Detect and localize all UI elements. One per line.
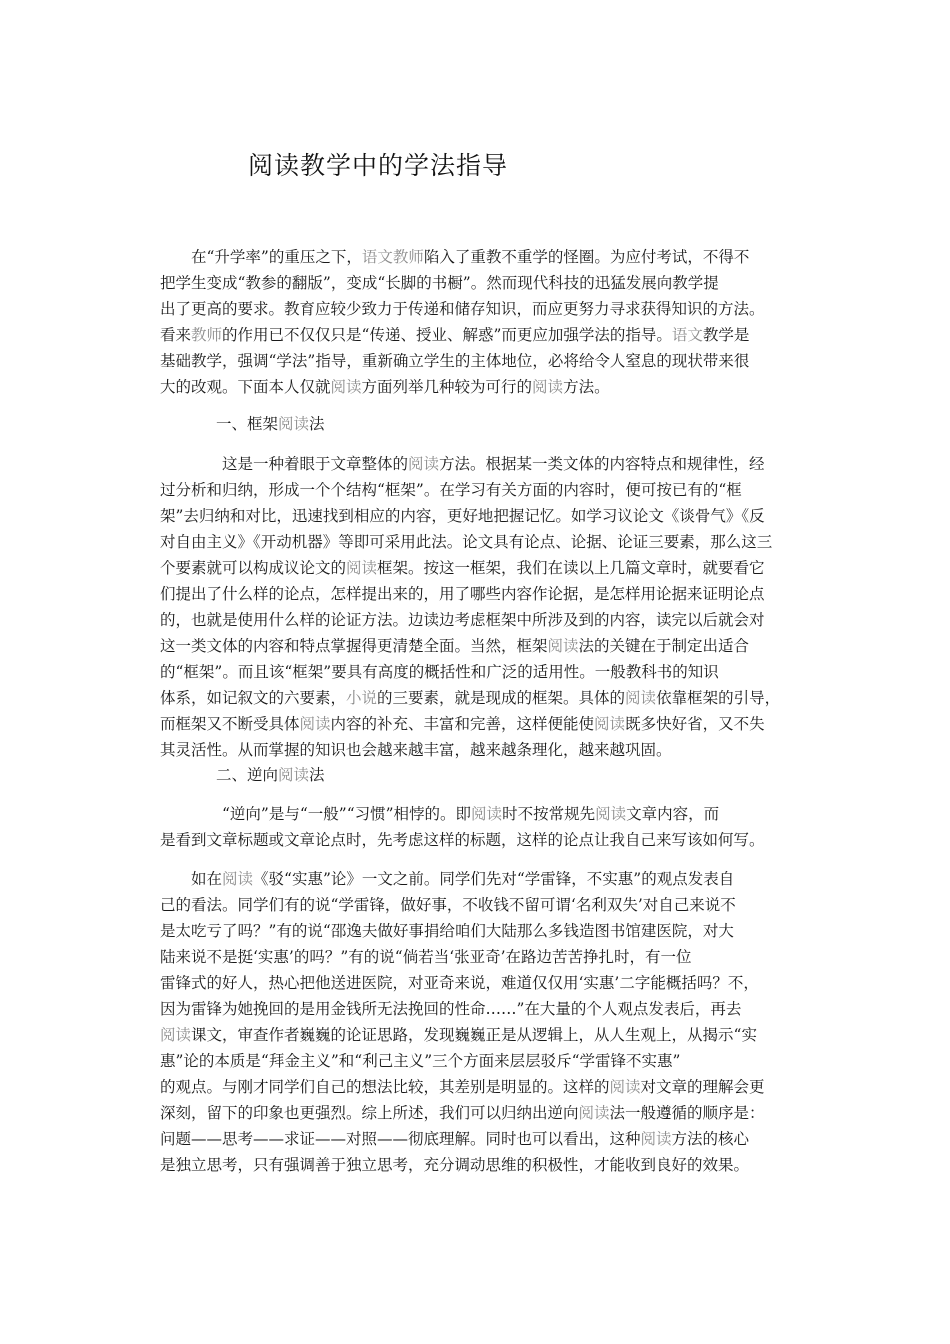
linked-term[interactable]: 阅读 [278,415,310,433]
linked-term[interactable]: 阅读 [547,637,579,655]
text-line: 阅读课文，审查作者巍巍的论证思路，发现巍巍正是从逻辑上，从人生观上，从揭示“实 [160,1026,757,1044]
text-line: 过分析和归纳，形成一个个结构“框架”。在学习有关方面的内容时，便可按已有的“框 [160,481,742,499]
text-line: 其灵活性。从而掌握的知识也会越来越丰富，越来越条理化，越来越巩固。 [160,741,672,759]
text-line: 体系，如记叙文的六要素，小说的三要素，就是现成的框架。具体的阅读依靠框架的引导， [160,689,781,707]
text-line: 深刻，留下的印象也更强烈。综上所述，我们可以归纳出逆向阅读法一般遵循的顺序是： [160,1104,765,1122]
linked-term[interactable]: 阅读 [578,1104,610,1122]
linked-term[interactable]: 阅读 [160,1026,192,1044]
linked-term[interactable]: 阅读 [330,378,362,396]
linked-term[interactable]: 阅读 [278,766,310,784]
text-line: 这是一种着眼于文章整体的阅读方法。根据某一类文体的内容特点和规律性，经 [160,455,765,473]
text-line: 大的改观。下面本人仅就阅读方面列举几种较为可行的阅读方法。 [160,378,610,396]
linked-term[interactable]: 阅读 [408,455,440,473]
text-line: 问题——思考——求证——对照——彻底理解。同时也可以看出，这种阅读方法的核心 [160,1130,750,1148]
text-line: “逆向”是与“一般”“习惯”相悖的。即阅读时不按常规先阅读文章内容，而 [160,805,720,823]
linked-term[interactable]: 阅读 [625,689,657,707]
text-line: 的“框架”。而且该“框架”要具有高度的概括性和广泛的适用性。一般教科书的知识 [160,663,719,681]
linked-term[interactable]: 阅读 [222,870,254,888]
linked-term[interactable]: 语文教师 [361,248,424,266]
linked-term[interactable]: 阅读 [595,805,627,823]
linked-term[interactable]: 阅读 [299,715,331,733]
text-line: 出了更高的要求。教育应较少致力于传递和储存知识，而应更努力寻求获得知识的方法。 [160,300,765,318]
text-line: 因为雷锋为她挽回的是用金钱所无法挽回的性命……”在大量的个人观点发表后，再去 [160,1000,742,1018]
text-line: 基础教学，强调“学法”指导，重新确立学生的主体地位，必将给令人窒息的现状带来很 [160,352,750,370]
text-line: 是看到文章标题或文章论点时，先考虑这样的标题，这样的论点让我自己来写该如何写。 [160,831,765,849]
linked-term[interactable]: 阅读 [609,1078,641,1096]
linked-term[interactable]: 语文 [671,326,703,344]
text-line: 看来教师的作用已不仅仅只是“传递、授业、解惑”而更应加强学法的指导。语文教学是 [160,326,750,344]
text-line: 架”去归纳和对比，迅速找到相应的内容，更好地把握记忆。如学习议论文《谈骨气》《反 [160,507,765,525]
text-line: 的，也就是使用什么样的论证方法。边读边考虑框架中所涉及到的内容，读完以后就会对 [160,611,765,629]
text-line: 对自由主义》《开动机器》等即可采用此法。论文具有论点、论据、论证三要素，那么这三 [160,533,773,551]
text-line: 陆来说不是挺‘实惠’的吗？”有的说“倘若当‘张亚奇’在路边苦苦挣扎时，有一位 [160,948,692,966]
text-line: 个要素就可以构成议论文的阅读框架。按这一框架，我们在读以上几篇文章时，就要看它 [160,559,765,577]
linked-term[interactable]: 小说 [346,689,378,707]
text-line: 在“升学率”的重压之下，语文教师陷入了重教不重学的怪圈。为应付考试，不得不 [160,248,750,266]
text-line: 们提出了什么样的论点，怎样提出来的，用了哪些内容作论据，是怎样用论据来证明论点 [160,585,765,603]
linked-term[interactable]: 阅读 [471,805,503,823]
linked-term[interactable]: 教师 [191,326,223,344]
linked-term[interactable]: 阅读 [532,378,564,396]
text-line: 己的看法。同学们有的说“学雷锋，做好事，不收钱不留可谓‘名利双失’对自己来说不 [160,896,736,914]
section-reverse-paragraph-2 [160,866,800,1178]
text-line: 把学生变成“教参的翻版”，变成“长脚的书橱”。然而现代科技的迅猛发展向教学提 [160,274,719,292]
text-line: 是独立思考，只有强调善于独立思考，充分调动思维的积极性，才能收到良好的效果。 [160,1156,750,1174]
text-line: 这一类文体的内容和特点掌握得更清楚全面。当然，框架阅读法的关键在于制定出适合 [160,637,750,655]
text-line: 如在阅读《驳“实惠”论》一文之前。同学们先对“学雷锋，不实惠”的观点发表自 [160,870,735,888]
section-framework-paragraph [160,451,800,763]
section-heading-framework: 一、框架阅读法 [216,415,325,433]
linked-term[interactable]: 阅读 [594,715,626,733]
linked-term[interactable]: 阅读 [640,1130,672,1148]
section-reverse-paragraph-1 [160,801,800,853]
text-line: 雷锋式的好人，热心把他送进医院，对亚奇来说，难道仅仅用‘实惠’二字能概括吗？不， [160,974,759,992]
linked-term[interactable]: 阅读 [346,559,378,577]
section-heading-reverse: 二、逆向阅读法 [216,766,325,784]
text-line: 惠”论的本质是“拜金主义”和“利己主义”三个方面来层层驳斥“学雷锋不实惠” [160,1052,681,1070]
intro-paragraph [160,244,800,400]
text-line: 而框架又不断受具体阅读内容的补充、丰富和完善，这样便能使阅读既多快好省，又不失 [160,715,765,733]
text-line: 的观点。与刚才同学们自己的想法比较，其差别是明显的。这样的阅读对文章的理解会更 [160,1078,765,1096]
text-line: 是太吃亏了吗？”有的说“邵逸夫做好事捐给咱们大陆那么多钱造图书馆建医院，对大 [160,922,734,940]
document-title: 阅读教学中的学法指导 [248,151,509,180]
